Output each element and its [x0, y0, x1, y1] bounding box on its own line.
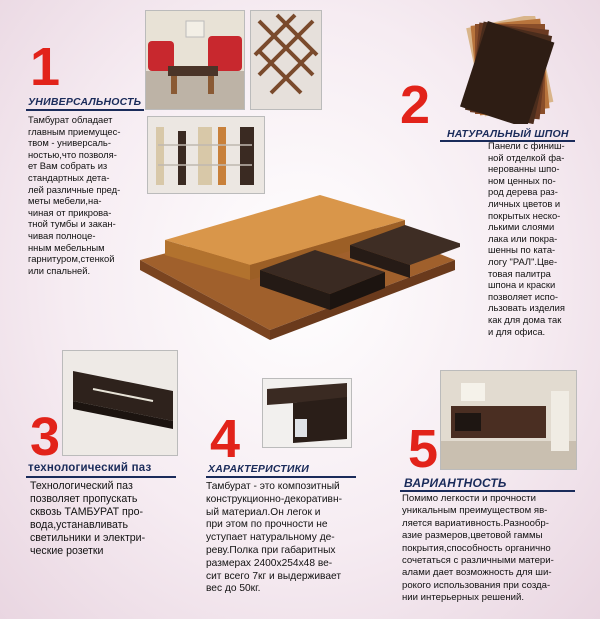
text-line: позволяет испо- — [488, 290, 559, 302]
text-line: меты мебели,на- — [28, 195, 102, 207]
text-line: рокого использования при созда- — [402, 579, 551, 591]
text-line: нерованны шпо- — [488, 163, 560, 175]
text-line: нии интерьерных решений. — [402, 592, 525, 604]
text-line: лака или покра- — [488, 232, 558, 244]
groove-shelf-photo — [62, 350, 178, 456]
text-line: конструкционно-декоративн- — [206, 493, 342, 505]
text-line: главным приемущес- — [28, 125, 121, 137]
text-line: Панели с финиш- — [488, 140, 565, 151]
text-line: уступает натуральному де- — [206, 532, 335, 544]
text-line: Тамбурат обладает — [28, 114, 113, 125]
text-line: льзовать изделия — [488, 302, 565, 314]
text-line: ческие розетки — [30, 545, 104, 557]
shelving-photo — [147, 116, 265, 194]
section-title-4: ХАРАКТЕРИСТИКИ — [208, 463, 310, 475]
panel-profile-photo — [262, 378, 352, 448]
living-room-photo — [145, 10, 245, 110]
text-line: шпона и краски — [488, 279, 556, 291]
text-line: сочетаться с различными матери- — [402, 555, 554, 567]
text-line: и для офиса. — [488, 325, 546, 337]
text-line: ном ценных по- — [488, 174, 556, 186]
text-line: ной отделкой фа- — [488, 151, 565, 163]
text-line: светильники и электри- — [30, 532, 146, 544]
text-line: ляется вариативность.Разнообр- — [402, 517, 549, 529]
text-line: покрытия,способность органично — [402, 542, 551, 554]
section-number-3: 3 — [30, 407, 61, 467]
text-line: как для дома так — [488, 313, 562, 325]
text-line: ет Вам собрать из — [28, 160, 108, 172]
text-line: позволяет пропускать — [30, 493, 138, 505]
interior-photo — [440, 370, 577, 470]
text-line: тной тумбы и закан- — [28, 218, 116, 230]
section-number-2: 2 — [400, 75, 431, 135]
text-line: сквозь ТАМБУРАТ про- — [30, 506, 144, 518]
text-line: уникальным преимуществом яв- — [402, 505, 548, 517]
text-line: вес до 50кг. — [206, 583, 261, 595]
text-line: ый материал.Он легок и — [206, 506, 321, 518]
text-line: Помимо легкости и прочности — [402, 493, 536, 504]
lattice-shelf-photo — [250, 10, 322, 110]
text-line: твом - универсаль- — [28, 137, 111, 149]
text-line: род дерева раз- — [488, 186, 558, 198]
section-rule-4 — [206, 476, 356, 478]
section-title-1: УНИВЕРСАЛЬНОСТЬ — [28, 96, 142, 108]
section-title-5: ВАРИАНТНОСТЬ — [404, 476, 507, 490]
text-line: личных цветов и — [488, 197, 561, 209]
text-line: ностью,что позволя- — [28, 148, 117, 160]
text-line: Технологический паз — [30, 480, 133, 492]
text-line: алами дает возможность для ши- — [402, 567, 552, 579]
text-line: лькими слоями — [488, 221, 555, 233]
section-text-1 — [28, 114, 148, 276]
text-line: или спальней. — [28, 264, 91, 276]
section-number-1: 1 — [30, 37, 61, 97]
text-line: покрытых неско- — [488, 209, 561, 221]
section-title-3: технологический паз — [28, 462, 152, 474]
section-number-4: 4 — [210, 409, 241, 469]
veneer-samples-photo — [445, 16, 565, 124]
text-line: при этом по прочности не — [206, 519, 328, 531]
text-line: шенны по ката- — [488, 244, 556, 256]
section-text-3 — [30, 480, 190, 558]
text-line: размерах 2400х254х48 ве- — [206, 557, 333, 569]
text-line: товая палитра — [488, 267, 551, 279]
text-line: гарнитуром,стенкой — [28, 253, 115, 265]
section-rule-5 — [400, 490, 575, 492]
text-line: чивая полноце- — [28, 229, 96, 241]
section-text-5 — [402, 493, 592, 605]
tamburat-panels-illustration — [130, 190, 460, 340]
text-line: Тамбурат - это композитный — [206, 481, 340, 492]
section-rule-3 — [26, 476, 176, 478]
text-line: нным мебельным — [28, 241, 105, 253]
text-line: логу "РАЛ".Цве- — [488, 255, 558, 267]
text-line: вода,устанавливать — [30, 519, 129, 531]
section-title-2: НАТУРАЛЬНЫЙ ШПОН — [447, 128, 569, 140]
section-text-4 — [206, 481, 376, 596]
section-rule-1 — [26, 109, 144, 111]
text-line: лей различные пред- — [28, 183, 121, 195]
text-line: стандартных детa- — [28, 171, 110, 183]
section-text-2 — [488, 140, 588, 337]
text-line: азие размеров,цветовой гаммы — [402, 530, 543, 542]
section-number-5: 5 — [408, 419, 439, 479]
text-line: реву.Полка при габаритных — [206, 544, 336, 556]
text-line: сит всего 7кг и выдерживает — [206, 570, 341, 582]
text-line: чиная от прикрова- — [28, 206, 112, 218]
